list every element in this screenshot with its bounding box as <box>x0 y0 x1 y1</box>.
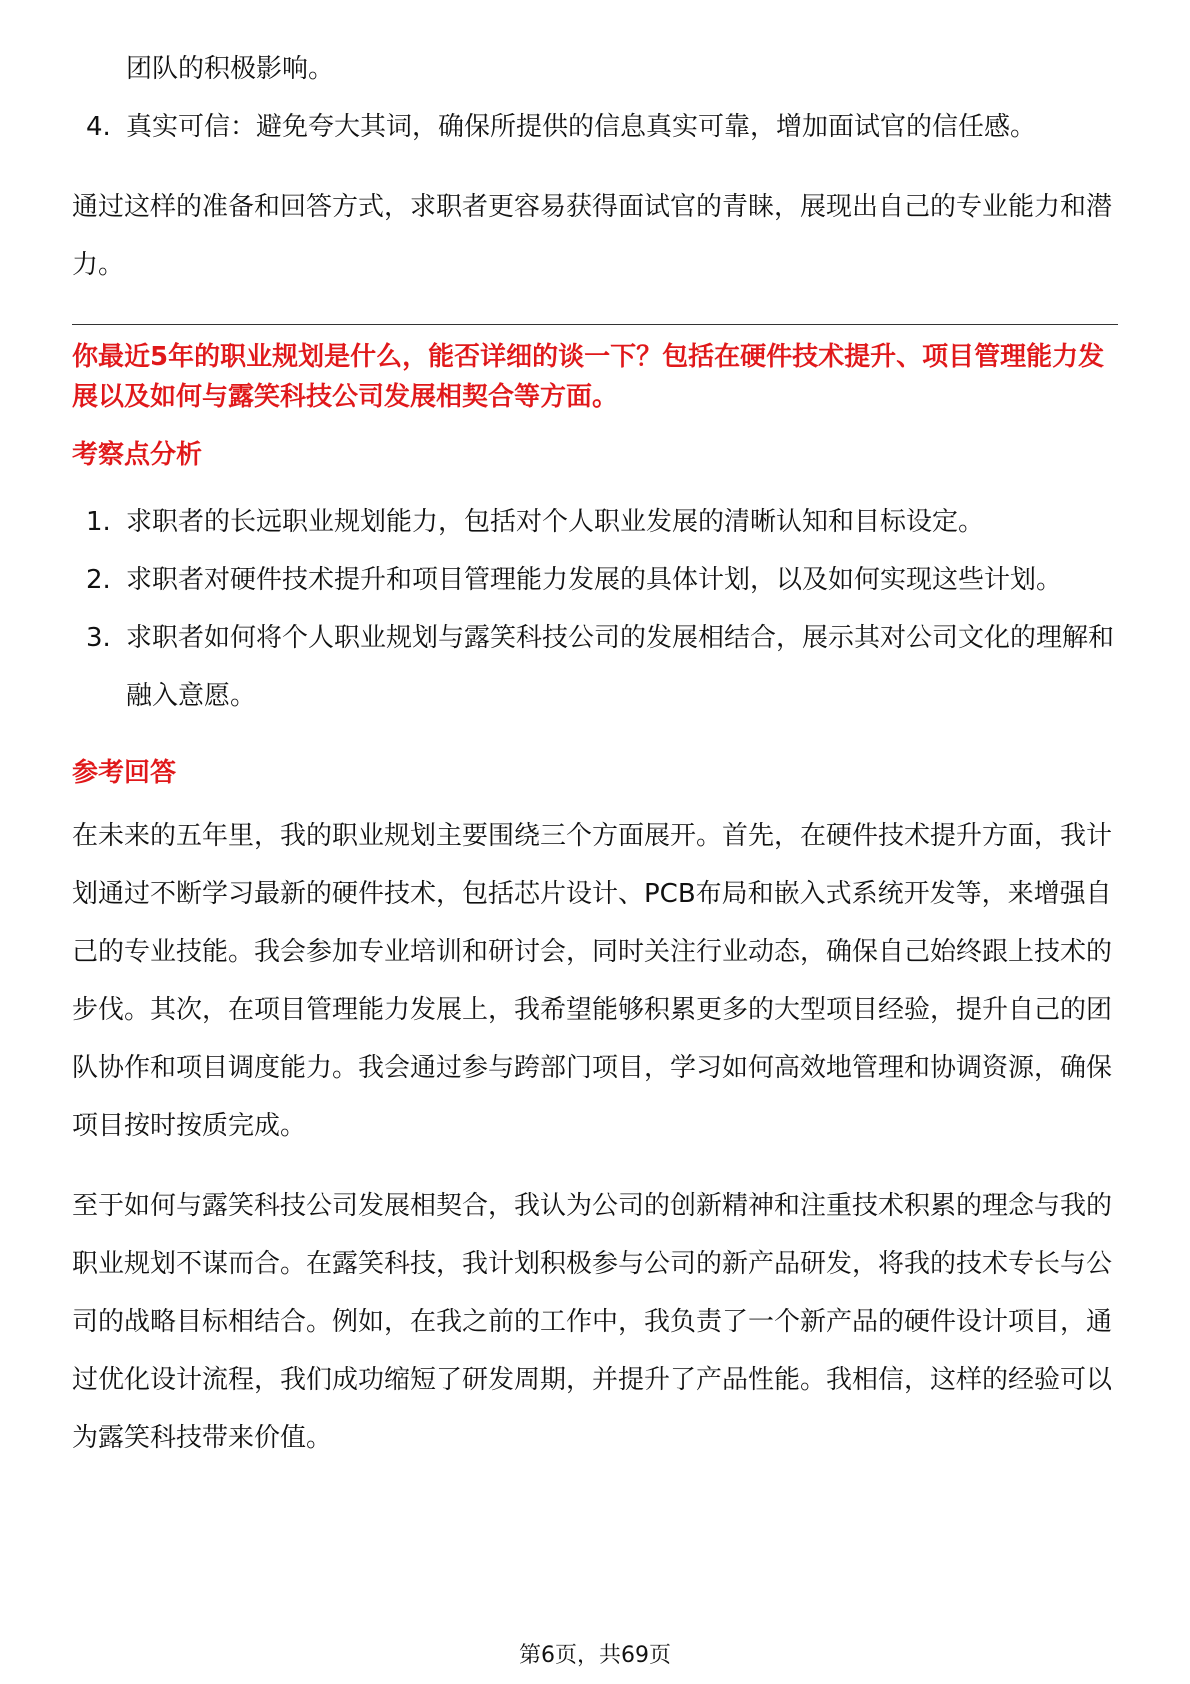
analysis-heading: 考察点分析 <box>72 440 203 470</box>
answer-paragraph-1: 在未来的五年里，我的职业规划主要围绕三个方面展开。首先，在硬件技术提升方面，我计划通过不断学习最新的硬件技术，包括芯片设计、PCB布局和嵌入式系统开发等，来增强自己的专业技能。我会参加专业培训和研讨会，同时关注行业动态，确保自己始终跟上技术的步伐。其次，在项目管理能力发展上，我希望能够积累更多的大型项目经验，提升自己的团队协作和项目调度能力。我会通过参与跨部门项目，学习如何高效地管理和协调资源，确保项目按时按质完成。 <box>72 821 1113 1141</box>
section-divider <box>72 324 1118 325</box>
list-item-text: 求职者如何将个人职业规划与露笑科技公司的发展相结合，展示其对公司文化的理解和融入意愿。 <box>126 623 1115 711</box>
page-number-footer: 第6页，共69页 <box>519 1643 671 1668</box>
list-item-number: 1. <box>86 507 111 537</box>
list-item-number: 3. <box>86 623 111 653</box>
list-item-number: 4. <box>86 112 111 142</box>
analysis-item-1 <box>72 493 1118 551</box>
list-item-text: 求职者对硬件技术提升和项目管理能力发展的具体计划，以及如何实现这些计划。 <box>126 565 1063 595</box>
analysis-item-3 <box>72 609 1118 725</box>
list-item-text: 求职者的长远职业规划能力，包括对个人职业发展的清晰认知和目标设定。 <box>126 507 985 537</box>
list-item-continuation <box>72 40 1118 98</box>
analysis-list <box>72 493 1118 725</box>
conclusion-paragraph: 通过这样的准备和回答方式，求职者更容易获得面试官的青睐，展现出自己的专业能力和潜力。 <box>72 192 1113 280</box>
page-content <box>72 40 1118 1467</box>
reference-answer-heading: 参考回答 <box>72 758 177 788</box>
list-item-number: 2. <box>86 565 111 595</box>
analysis-item-2 <box>72 551 1118 609</box>
interview-question: 你最近5年的职业规划是什么，能否详细的谈一下？包括在硬件技术提升、项目管理能力发展以及如何与露笑科技公司发展相契合等方面。 <box>72 342 1105 412</box>
previous-list <box>72 40 1118 156</box>
list-item-text: 真实可信：避免夸大其词，确保所提供的信息真实可靠，增加面试官的信任感。 <box>126 112 1037 142</box>
list-item-4 <box>72 98 1118 156</box>
list-item-text: 团队的积极影响。 <box>126 54 335 84</box>
answer-paragraph-2: 至于如何与露笑科技公司发展相契合，我认为公司的创新精神和注重技术积累的理念与我的职业规划不谋而合。在露笑科技，我计划积极参与公司的新产品研发，将我的技术专长与公司的战略目标相结合。例如，在我之前的工作中，我负责了一个新产品的硬件设计项目，通过优化设计流程，我们成功缩短了研发周期，并提升了产品性能。我相信，这样的经验可以为露笑科技带来价值。 <box>72 1191 1113 1453</box>
